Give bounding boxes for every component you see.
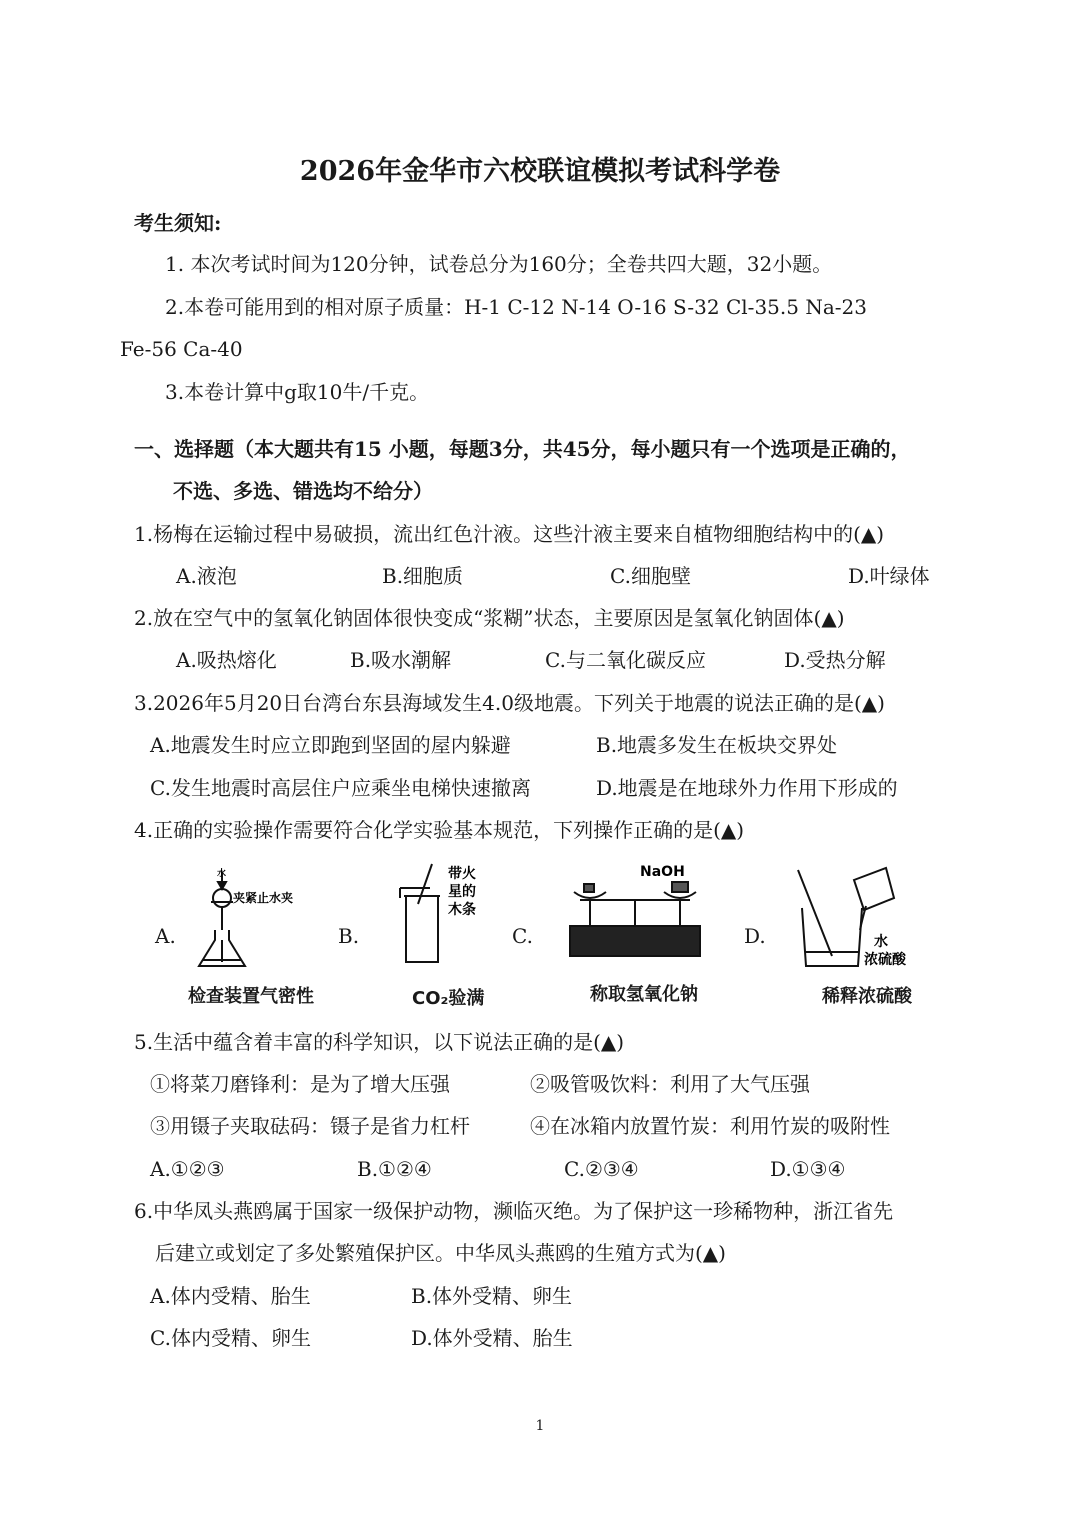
- splint-label-2: 星的: [448, 884, 476, 900]
- question-4-stem: 4.正确的实验操作需要符合化学实验基本规范，下列操作正确的是(▲): [134, 818, 745, 842]
- figure-b-caption: CO₂验满: [412, 988, 485, 1009]
- balance-weighing-figure: [560, 860, 710, 972]
- page-title: 2026年金华市六校联谊模拟考试科学卷: [299, 156, 781, 187]
- page-number: 1: [535, 1418, 545, 1434]
- question-1-option-b: B.细胞质: [382, 564, 464, 588]
- acid-dilution-figure: [788, 860, 948, 972]
- question-2-option-c: C.与二氧化碳反应: [545, 648, 706, 672]
- question-5-option-c: C.②③④: [564, 1157, 639, 1181]
- question-5-statement-4: ④在冰箱内放置竹炭：利用竹炭的吸附性: [530, 1114, 890, 1138]
- figure-d-caption: 稀释浓硫酸: [822, 986, 912, 1007]
- question-3-option-c: C.发生地震时高层住户应乘坐电梯快速撤离: [150, 776, 531, 800]
- question-6-option-a: A.体内受精、胎生: [150, 1284, 311, 1308]
- water-label: 水: [217, 869, 227, 879]
- figure-d-letter: D.: [744, 924, 766, 948]
- question-5-statement-3: ③用镊子夹取砝码：镊子是省力杠杆: [150, 1114, 470, 1138]
- figure-b-letter: B.: [338, 924, 360, 948]
- question-3-option-a: A.地震发生时应立即跑到坚固的屋内躲避: [150, 733, 511, 757]
- question-5-stem: 5.生活中蕴含着丰富的科学知识，以下说法正确的是(▲): [134, 1030, 625, 1054]
- question-3-stem: 3.2026年5月20日台湾台东县海域发生4.0级地震。下列关于地震的说法正确的是(▲): [134, 691, 885, 715]
- question-2-option-b: B.吸水潮解: [350, 648, 452, 672]
- acid-label: 浓硫酸: [864, 952, 906, 968]
- clamp-label: 夹紧止水夹: [233, 891, 294, 905]
- splint-label-3: 木条: [448, 902, 476, 918]
- naoh-label: NaOH: [640, 864, 685, 880]
- notice-item-2: 2.本卷可能用到的相对原子质量：H-1 C-12 N-14 O-16 S-32 Cl-35.5 Na-23: [165, 295, 867, 319]
- question-1-option-d: D.叶绿体: [848, 564, 930, 588]
- question-5-option-b: B.①②④: [357, 1157, 432, 1181]
- section-heading: 一、选择题（本大题共有15 小题，每题3分，共45分，每小题只有一个选项是正确的，: [134, 437, 911, 461]
- splint-label-1: 带火: [448, 866, 476, 882]
- question-5-option-d: D.①③④: [770, 1157, 846, 1181]
- question-6-stem-cont: 后建立或划定了多处繁殖保护区。中华凤头燕鸥的生殖方式为(▲): [155, 1241, 726, 1265]
- notice-item-1: 1. 本次考试时间为120分钟，试卷总分为160分；全卷共四大题，32小题。: [165, 252, 833, 276]
- question-5-statement-1: ①将菜刀磨锋利：是为了增大压强: [150, 1072, 450, 1096]
- question-2-option-d: D.受热分解: [784, 648, 886, 672]
- question-6-option-b: B.体外受精、卵生: [411, 1284, 573, 1308]
- question-1-option-c: C.细胞壁: [610, 564, 691, 588]
- question-2-stem: 2.放在空气中的氢氧化钠固体很快变成“浆糊”状态，主要原因是氢氧化钠固体(▲): [134, 606, 845, 630]
- figure-c-caption: 称取氢氧化钠: [590, 984, 698, 1005]
- water-label-d: 水: [874, 934, 888, 950]
- question-1-option-a: A.液泡: [176, 564, 237, 588]
- notice-heading: 考生须知:: [134, 211, 222, 235]
- question-2-option-a: A.吸热熔化: [176, 648, 277, 672]
- question-3-option-d: D.地震是在地球外力作用下形成的: [596, 776, 898, 800]
- figure-a-caption: 检查装置气密性: [188, 986, 314, 1007]
- question-3-option-b: B.地震多发生在板块交界处: [596, 733, 838, 757]
- question-6-stem: 6.中华凤头燕鸥属于国家一级保护动物，濒临灭绝。为了保护这一珍稀物种，浙江省先: [134, 1199, 894, 1223]
- figure-c-letter: C.: [512, 924, 533, 948]
- figure-a-letter: A.: [155, 924, 176, 948]
- airtightness-apparatus-figure: [185, 862, 325, 974]
- question-1-stem: 1.杨梅在运输过程中易破损，流出红色汁液。这些汁液主要来自植物细胞结构中的(▲): [134, 522, 885, 546]
- question-6-option-c: C.体内受精、卵生: [150, 1326, 311, 1350]
- co2-full-check-figure: [382, 858, 502, 974]
- notice-item-3: 3.本卷计算中g取10牛/千克。: [165, 380, 430, 404]
- notice-item-2-cont: Fe-56 Ca-40: [120, 337, 243, 361]
- question-5-option-a: A.①②③: [150, 1157, 225, 1181]
- question-5-statement-2: ②吸管吸饮料：利用了大气压强: [530, 1072, 810, 1096]
- section-heading-cont: 不选、多选、错选均不给分）: [173, 479, 433, 503]
- question-6-option-d: D.体外受精、胎生: [411, 1326, 573, 1350]
